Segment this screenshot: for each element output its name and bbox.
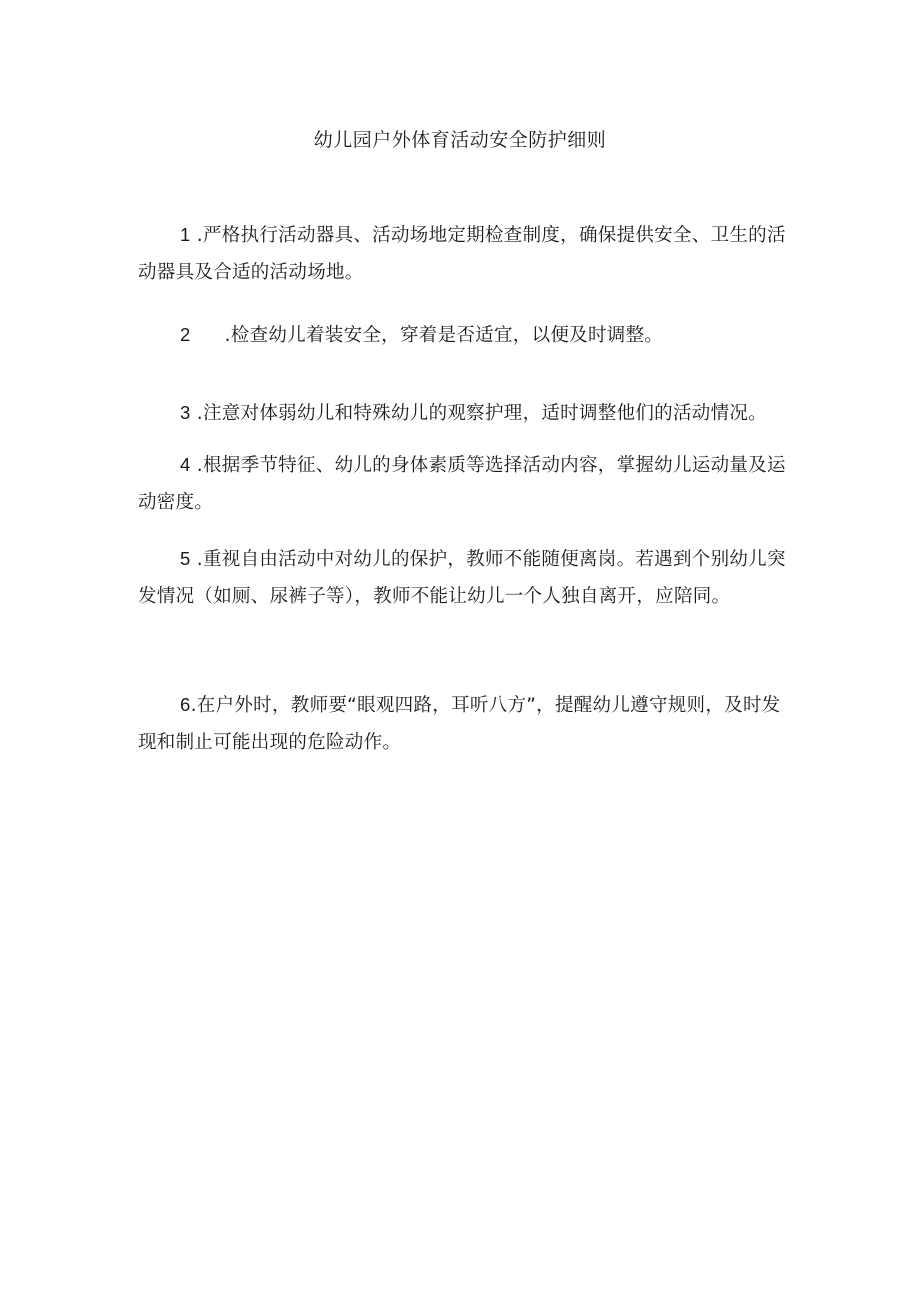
document-title: 幼儿园户外体育活动安全防护细则 [313, 129, 607, 151]
rule-item-4 [138, 446, 790, 521]
rule-text: 注意对体弱幼儿和特殊幼儿的观察护理，适时调整他们的活动情况。 [202, 403, 767, 424]
rule-separator: . [190, 225, 203, 246]
rule-number: 1 [180, 224, 191, 245]
rule-text: 严格执行活动器具、活动场地定期检查制度，确保提供安全、卫生的活动器具及合适的活动场地。 [138, 225, 786, 283]
rule-number: 3 [180, 402, 191, 423]
rule-separator: . [190, 403, 203, 424]
rule-item-5 [138, 540, 790, 615]
rule-number: 5 [180, 548, 191, 569]
rule-item-1 [138, 216, 790, 291]
rule-text: 检查幼儿着装安全，穿着是否适宜，以便及时调整。 [230, 325, 664, 346]
rule-item-2 [138, 316, 790, 354]
rule-separator: . [190, 695, 197, 716]
rule-separator: . [190, 549, 203, 570]
rule-text: 重视自由活动中对幼儿的保护，教师不能随便离岗。若遇到个别幼儿突发情况（如厕、尿裤子等），教师不能让幼儿一个人独自离开，应陪同。 [138, 549, 786, 607]
rule-separator: . [190, 455, 203, 476]
rule-text: 根据季节特征、幼儿的身体素质等选择活动内容，掌握幼儿运动量及运动密度。 [138, 455, 786, 513]
rule-separator: . [224, 325, 231, 346]
rule-item-3 [138, 394, 790, 432]
rule-number: 2 [180, 324, 191, 345]
rule-number: 6 [180, 694, 191, 715]
rule-item-6 [138, 686, 790, 761]
rule-number: 4 [180, 454, 191, 475]
rule-text: 在户外时，教师要“眼观四路，耳听八方”，提醒幼儿遵守规则，及时发现和制止可能出现的危险动作。 [138, 695, 781, 753]
